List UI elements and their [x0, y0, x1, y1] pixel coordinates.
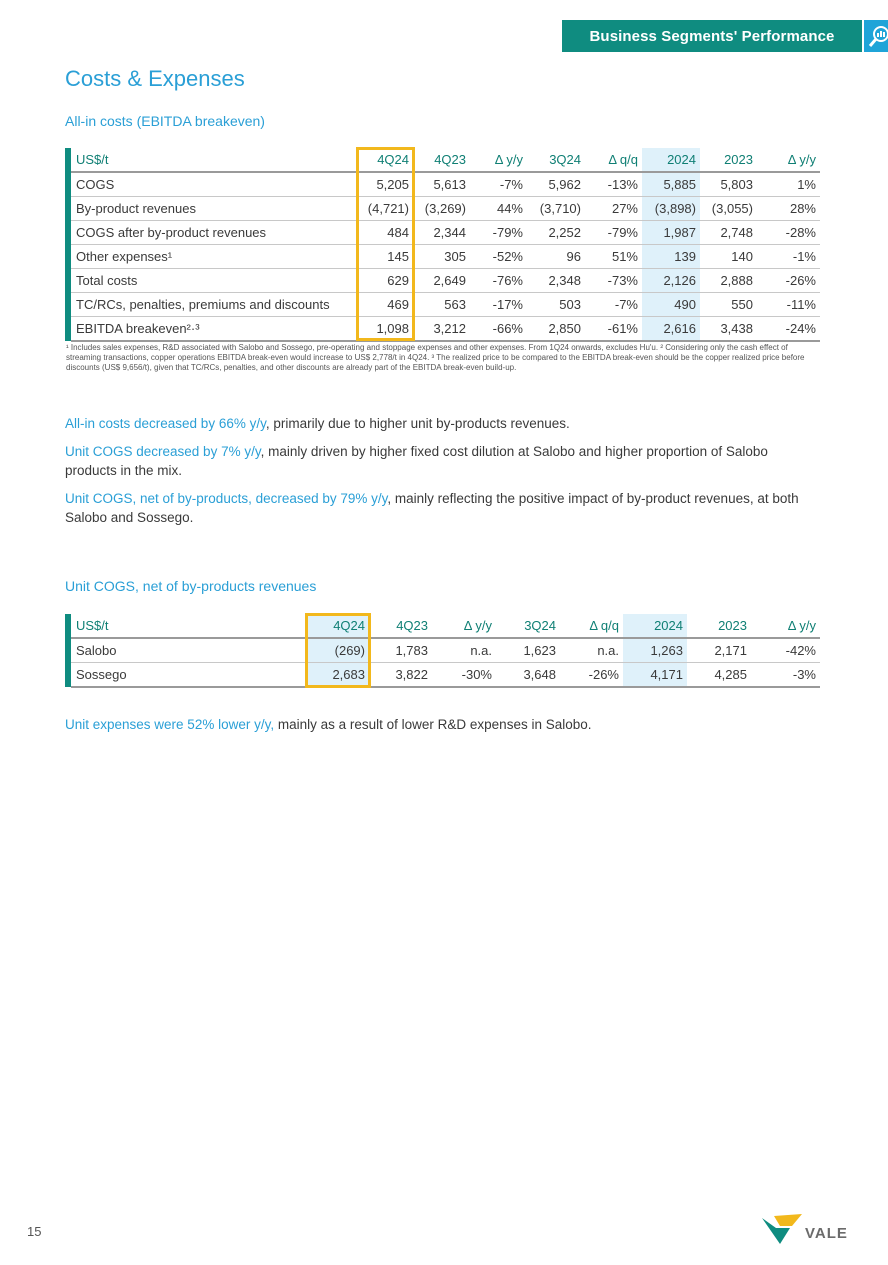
table-cell: 1,098	[355, 317, 413, 342]
table-cell: -30%	[432, 663, 496, 688]
header-cell: Δ q/q	[585, 148, 642, 172]
header-cell: US$/t	[71, 148, 355, 172]
table-cell: -26%	[560, 663, 623, 688]
table-cell: 1,263	[623, 638, 687, 663]
table-row	[65, 317, 820, 342]
vale-logo-text: VALE	[805, 1225, 848, 1242]
table-cell: 2,126	[642, 269, 700, 293]
table-cell: 2,171	[687, 638, 751, 663]
table-cell: -11%	[757, 293, 820, 317]
table-header-row	[65, 148, 820, 172]
table-cell: n.a.	[560, 638, 623, 663]
table-cell: 503	[527, 293, 585, 317]
table-cell: 490	[642, 293, 700, 317]
paragraph-text: , mainly driven by higher fixed cost dilution at Salobo and higher proportion of Salobo products in the mix.	[65, 444, 768, 478]
table-cell: (3,269)	[413, 197, 470, 221]
paragraph-text: mainly as a result of lower R&D expenses in Salobo.	[274, 717, 592, 732]
table-cell: 44%	[470, 197, 527, 221]
table-row	[65, 245, 820, 269]
table-cell: -61%	[585, 317, 642, 342]
table-row	[65, 269, 820, 293]
table-cell: 1,623	[496, 638, 560, 663]
paragraph-highlight: Unit expenses were 52% lower y/y,	[65, 717, 275, 732]
table1-footnote: ¹ Includes sales expenses, R&D associated with Salobo and Sossego, pre-operating and stoppage expenses and other expenses. From 1Q24 onwards, excludes Hu'u. ² Considering only the cash effect of streaming transactions, copper operations EBITDA break-even would increase to US$ 2,778/t in 4Q24. ³ The realized price to be compared to the EBITDA break-even should be the copper realized price before discounts (US$ 9,656/t), given that TC/RCs, penalties, and other discounts are already part of the EBITDA break-even build-up.	[66, 343, 805, 372]
row-label: TC/RCs, penalties, premiums and discounts	[71, 293, 355, 317]
table-cell: 51%	[585, 245, 642, 269]
header-cell: 2023	[687, 614, 751, 638]
paragraph-highlight: All-in costs decreased by 66% y/y	[65, 416, 266, 431]
table-cell: 2,683	[305, 663, 369, 688]
row-label: By-product revenues	[71, 197, 355, 221]
header-cell: Δ y/y	[432, 614, 496, 638]
header-cell: 3Q24	[496, 614, 560, 638]
table-cell: 5,962	[527, 172, 585, 197]
page-number: 15	[27, 1224, 42, 1239]
table-cell: 629	[355, 269, 413, 293]
table-cell: -26%	[757, 269, 820, 293]
header-cell: Δ y/y	[751, 614, 820, 638]
header-cell: 4Q23	[413, 148, 470, 172]
table-cell: 563	[413, 293, 470, 317]
table-cell: 3,648	[496, 663, 560, 688]
table-cell: -17%	[470, 293, 527, 317]
table-cell: 145	[355, 245, 413, 269]
table-cell: 28%	[757, 197, 820, 221]
table-cell: (269)	[305, 638, 369, 663]
page-title: Costs & Expenses	[65, 66, 245, 91]
unit-cogs-net-table	[65, 614, 820, 688]
highlight-box-4q24	[305, 613, 371, 688]
table-cell: 3,822	[369, 663, 432, 688]
table-cell: 305	[413, 245, 470, 269]
table-cell: 2,348	[527, 269, 585, 293]
paragraph-all-in	[65, 414, 820, 433]
table-cell: 5,205	[355, 172, 413, 197]
table-cell: n.a.	[432, 638, 496, 663]
table-cell: 27%	[585, 197, 642, 221]
table-row	[65, 221, 820, 245]
header-cell: 4Q24	[305, 614, 369, 638]
row-label: Other expenses¹	[71, 245, 355, 269]
header-cell: 4Q24	[355, 148, 413, 172]
highlight-box-4q24	[356, 147, 415, 341]
table1-subtitle: All-in costs (EBITDA breakeven)	[65, 113, 265, 129]
header-cell: 2023	[700, 148, 757, 172]
section-header-label: Business Segments' Performance	[589, 27, 835, 45]
table-cell: -76%	[470, 269, 527, 293]
table-cell: (3,710)	[527, 197, 585, 221]
table-row	[65, 172, 820, 197]
table-cell: -28%	[757, 221, 820, 245]
table-cell: (4,721)	[355, 197, 413, 221]
table-row	[65, 197, 820, 221]
table-header-row	[65, 614, 820, 638]
table-cell: 140	[700, 245, 757, 269]
magnifier-chart-icon	[864, 20, 888, 52]
vale-logo-mark	[760, 1210, 804, 1246]
section-header	[562, 20, 862, 52]
header-cell: Δ q/q	[560, 614, 623, 638]
paragraph-text: , mainly reflecting the positive impact of by-product revenues, at both Salobo and Sossego.	[65, 491, 799, 525]
header-cell: Δ y/y	[757, 148, 820, 172]
table-cell: -7%	[585, 293, 642, 317]
table-cell: 4,285	[687, 663, 751, 688]
paragraph-unit-expenses	[65, 715, 820, 734]
table-cell: -79%	[585, 221, 642, 245]
table-cell: -13%	[585, 172, 642, 197]
header-cell: 4Q23	[369, 614, 432, 638]
table-cell: 2,616	[642, 317, 700, 342]
table-cell: 1,783	[369, 638, 432, 663]
table-cell: -52%	[470, 245, 527, 269]
table-row	[65, 663, 820, 688]
table-cell: -7%	[470, 172, 527, 197]
header-cell: US$/t	[71, 614, 305, 638]
table-cell: -24%	[757, 317, 820, 342]
row-label: COGS after by-product revenues	[71, 221, 355, 245]
row-label: COGS	[71, 172, 355, 197]
table-cell: 5,885	[642, 172, 700, 197]
row-label: Sossego	[71, 663, 305, 688]
paragraph-unit-cogs	[65, 442, 820, 480]
row-label: Total costs	[71, 269, 355, 293]
table-cell: 2,888	[700, 269, 757, 293]
paragraph-unit-cogs-net	[65, 489, 820, 527]
table-cell: 484	[355, 221, 413, 245]
table-cell: (3,898)	[642, 197, 700, 221]
table-cell: 5,613	[413, 172, 470, 197]
table-cell: 3,212	[413, 317, 470, 342]
table-cell: 1%	[757, 172, 820, 197]
table-cell: 2,649	[413, 269, 470, 293]
all-in-costs-table	[65, 148, 820, 342]
table-cell: 5,803	[700, 172, 757, 197]
row-label: EBITDA breakeven²·³	[71, 317, 355, 342]
table-cell: 550	[700, 293, 757, 317]
table-cell: -79%	[470, 221, 527, 245]
table2-subtitle: Unit COGS, net of by-products revenues	[65, 578, 317, 594]
table-cell: 2,748	[700, 221, 757, 245]
row-label: Salobo	[71, 638, 305, 663]
table-row	[65, 638, 820, 663]
table-cell: 2,252	[527, 221, 585, 245]
table-cell: 1,987	[642, 221, 700, 245]
table-cell: 4,171	[623, 663, 687, 688]
table-cell: 2,344	[413, 221, 470, 245]
table-cell: -66%	[470, 317, 527, 342]
paragraph-text: , primarily due to higher unit by-products revenues.	[265, 416, 570, 431]
table-cell: -73%	[585, 269, 642, 293]
table-cell: -1%	[757, 245, 820, 269]
table-cell: (3,055)	[700, 197, 757, 221]
header-cell: 3Q24	[527, 148, 585, 172]
table-cell: 469	[355, 293, 413, 317]
table-row	[65, 293, 820, 317]
table-cell: 96	[527, 245, 585, 269]
table-cell: 139	[642, 245, 700, 269]
paragraph-highlight: Unit COGS, net of by-products, decreased by 79% y/y	[65, 491, 388, 506]
table-cell: 3,438	[700, 317, 757, 342]
table-cell: 2,850	[527, 317, 585, 342]
header-cell: 2024	[642, 148, 700, 172]
header-cell: 2024	[623, 614, 687, 638]
table-cell: -42%	[751, 638, 820, 663]
table-cell: -3%	[751, 663, 820, 688]
header-cell: Δ y/y	[470, 148, 527, 172]
paragraph-highlight: Unit COGS decreased by 7% y/y	[65, 444, 261, 459]
